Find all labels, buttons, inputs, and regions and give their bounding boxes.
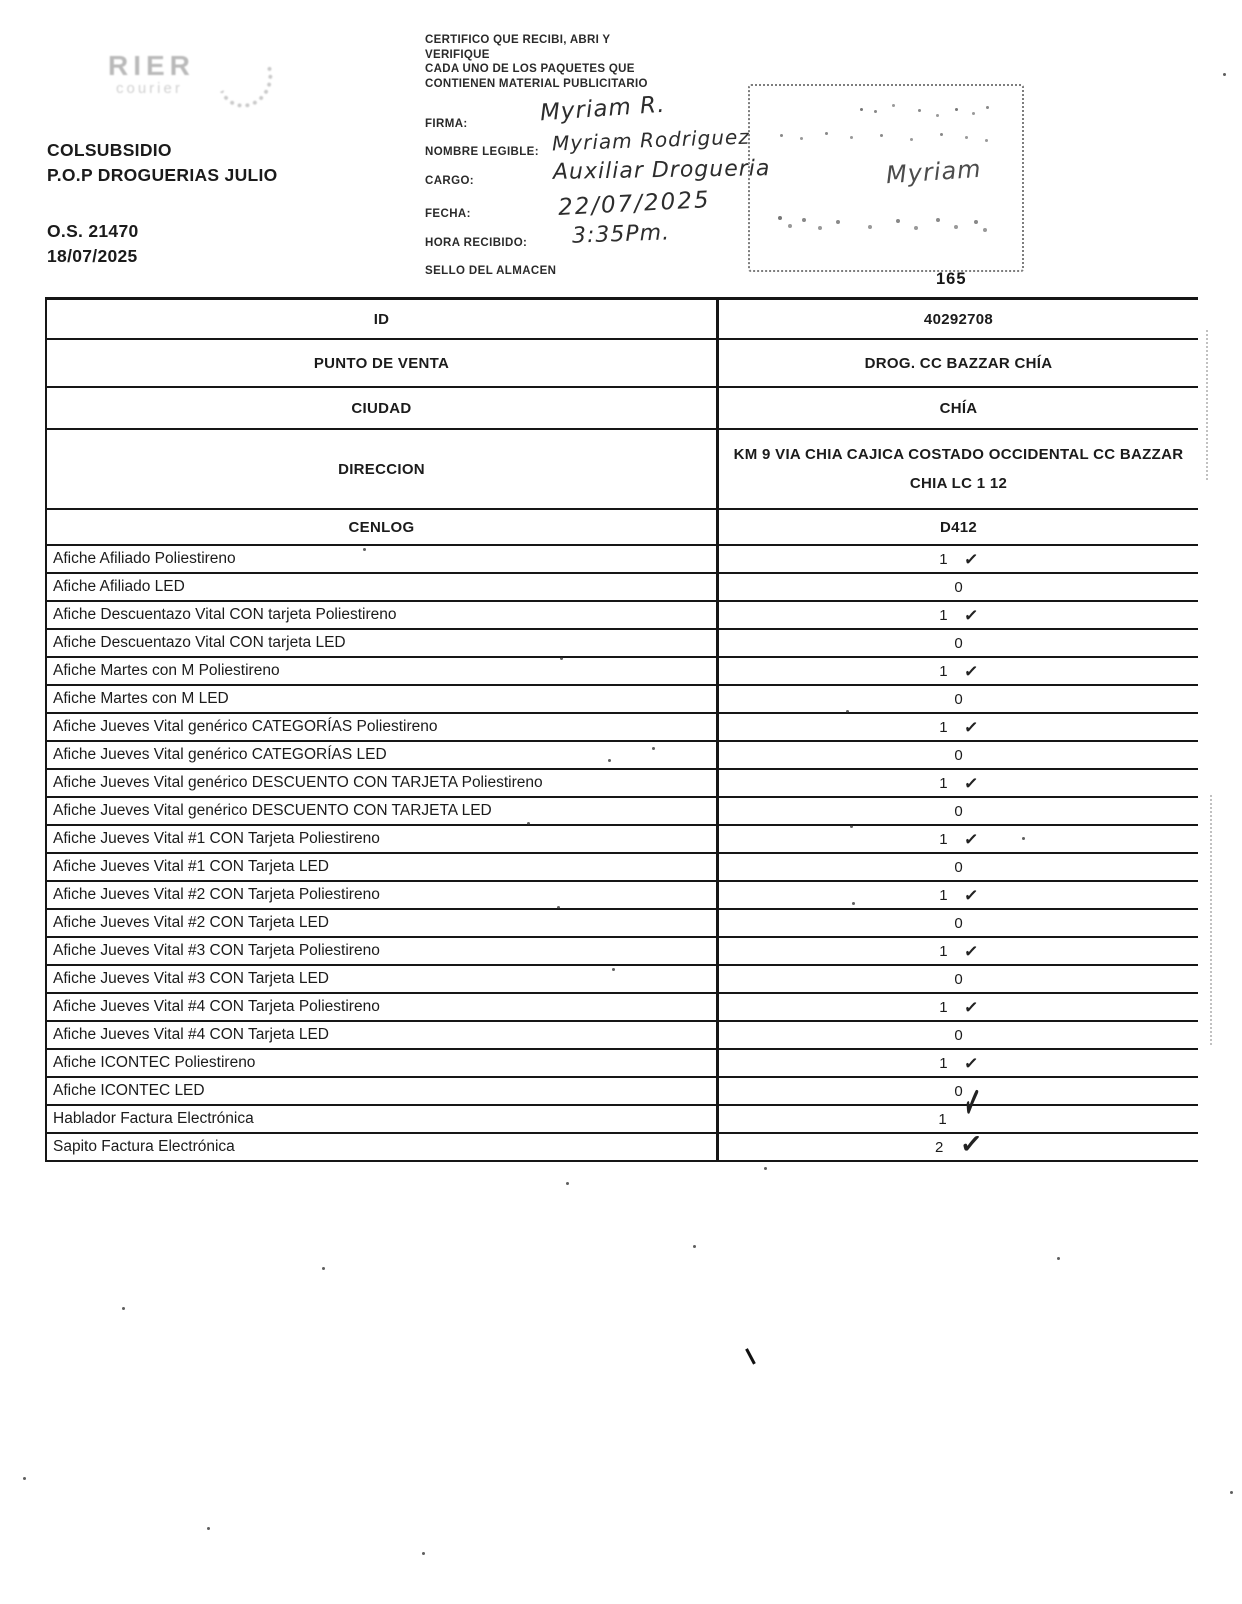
item-row	[47, 854, 1198, 882]
item-row	[47, 798, 1198, 826]
scan-speck	[652, 747, 655, 750]
item-label: Afiche Jueves Vital genérico CATEGORÍAS Poliestireno	[47, 714, 719, 740]
handwritten-check-icon: ✓	[962, 660, 979, 682]
scan-speck	[764, 1167, 767, 1170]
courier-logo-text: RIER	[108, 50, 195, 81]
scan-speck	[850, 825, 853, 828]
item-qty: 0	[954, 858, 963, 876]
courier-logo-subtext: courier	[116, 80, 183, 97]
item-qty: 0	[954, 1082, 963, 1100]
fecha-label: FECHA:	[425, 208, 471, 220]
scan-speck	[612, 968, 615, 971]
item-row	[47, 938, 1198, 966]
item-label: Afiche Jueves Vital #1 CON Tarjeta LED	[47, 854, 719, 880]
info-row-direccion	[47, 430, 1198, 510]
item-qty: 0	[954, 690, 963, 708]
item-row	[47, 1078, 1198, 1106]
item-row	[47, 658, 1198, 686]
item-label: Afiche Jueves Vital genérico CATEGORÍAS LED	[47, 742, 719, 768]
item-qty: 0	[954, 914, 963, 932]
item-qty: 0	[954, 1026, 963, 1044]
fecha-handwriting: 22/07/2025	[557, 187, 712, 221]
item-label: Afiche Descuentazo Vital CON tarjeta LED	[47, 630, 719, 656]
hora-recibido-label: HORA RECIBIDO:	[425, 237, 528, 249]
item-label: Afiche Jueves Vital #2 CON Tarjeta Poliestireno	[47, 882, 719, 908]
scan-speck	[608, 759, 611, 762]
item-row	[47, 966, 1198, 994]
info-value: DROG. CC BAZZAR CHÍA	[864, 354, 1053, 372]
item-qty: 1	[938, 1110, 947, 1128]
item-label: Afiche Jueves Vital genérico DESCUENTO CON TARJETA Poliestireno	[47, 770, 719, 796]
item-row	[47, 1127, 1198, 1162]
item-qty: 1	[939, 998, 948, 1016]
scan-speck	[846, 710, 849, 713]
item-qty: 1	[939, 774, 948, 792]
handwritten-check-icon: ✓	[962, 1075, 982, 1134]
item-label: Afiche Jueves Vital #2 CON Tarjeta LED	[47, 910, 719, 936]
signature-handwriting: Myriam R.	[539, 91, 667, 127]
item-qty: 1	[939, 886, 948, 904]
scan-speck	[852, 902, 855, 905]
stamp-number: 165	[936, 270, 967, 288]
item-row	[47, 770, 1198, 798]
info-value: KM 9 VIA CHIA CAJICA COSTADO OCCIDENTAL CC BAZZAR CHIA LC 1 12	[733, 446, 1184, 492]
item-qty: 1	[939, 718, 948, 736]
company-name: COLSUBSIDIO	[47, 140, 172, 160]
item-label: Afiche ICONTEC Poliestireno	[47, 1050, 719, 1076]
scan-speck	[122, 1307, 125, 1310]
info-value: 40292708	[923, 310, 994, 328]
item-label: Afiche Jueves Vital #3 CON Tarjeta Poliestireno	[47, 938, 719, 964]
item-qty: 0	[954, 802, 963, 820]
handwritten-check-icon: ✓	[962, 604, 979, 626]
scan-speck	[1022, 837, 1025, 840]
info-value: CHÍA	[939, 399, 978, 417]
scan-speck	[322, 1267, 325, 1270]
item-row	[47, 882, 1198, 910]
stamp-signature-handwriting: Myriam	[885, 154, 983, 190]
item-row	[47, 602, 1198, 630]
info-label: ID	[47, 300, 719, 338]
item-row	[47, 994, 1198, 1022]
item-qty: 1	[939, 830, 948, 848]
scan-speck	[23, 1477, 26, 1480]
scan-speck	[557, 906, 560, 909]
scan-speck	[560, 657, 563, 660]
scan-speck	[1057, 1257, 1060, 1260]
item-row	[47, 630, 1198, 658]
firma-label: FIRMA:	[425, 118, 468, 130]
scan-speck	[693, 1245, 696, 1248]
item-qty: 1	[939, 942, 948, 960]
item-label: Afiche Jueves Vital genérico DESCUENTO CON TARJETA LED	[47, 798, 719, 824]
item-row	[47, 1022, 1198, 1050]
certification-statement	[425, 33, 705, 91]
item-qty: 1	[939, 1054, 948, 1072]
item-row	[47, 826, 1198, 854]
certification-statement-line: CERTIFICO QUE RECIBI, ABRI Y	[425, 34, 611, 46]
scan-speck	[422, 1552, 425, 1555]
info-label: CIUDAD	[47, 388, 719, 428]
info-label: PUNTO DE VENTA	[47, 340, 719, 386]
item-row	[47, 714, 1198, 742]
item-qty: 1	[939, 606, 948, 624]
item-label: Afiche Afiliado LED	[47, 574, 719, 600]
handwritten-check-icon: ✓	[959, 1127, 984, 1160]
item-label: Afiche Martes con M Poliestireno	[47, 658, 719, 684]
item-row	[47, 1050, 1198, 1078]
item-qty: 0	[954, 578, 963, 596]
item-label: Afiche Martes con M LED	[47, 686, 719, 712]
info-row-punto-de-venta	[47, 340, 1198, 388]
item-label: Hablador Factura Electrónica	[47, 1106, 719, 1132]
certification-statement-line: CADA UNO DE LOS PAQUETES QUE	[425, 63, 635, 75]
scan-edge-dots	[1206, 330, 1208, 480]
scan-speck	[207, 1527, 210, 1530]
item-label: Afiche Jueves Vital #4 CON Tarjeta Poliestireno	[47, 994, 719, 1020]
handwritten-check-icon: ✓	[962, 884, 979, 906]
item-row	[47, 742, 1198, 770]
item-qty: 1	[939, 662, 948, 680]
item-label: Afiche Jueves Vital #3 CON Tarjeta LED	[47, 966, 719, 992]
handwritten-check-icon: ✓	[962, 548, 979, 570]
item-label: Afiche Descuentazo Vital CON tarjeta Poliestireno	[47, 602, 719, 628]
item-row	[47, 546, 1198, 574]
item-label: Sapito Factura Electrónica	[47, 1134, 719, 1160]
info-row-ciudad	[47, 388, 1198, 430]
info-row-cenlog	[47, 510, 1198, 546]
order-number: O.S. 21470	[47, 221, 139, 241]
courier-logo	[68, 42, 268, 112]
item-qty: 2	[935, 1138, 944, 1156]
item-qty: 0	[954, 746, 963, 764]
scan-speck	[566, 1182, 569, 1185]
item-label: Afiche ICONTEC LED	[47, 1078, 719, 1104]
certification-statement-line: VERIFIQUE	[425, 48, 490, 61]
scan-speck	[363, 548, 366, 551]
hora-handwriting: 3:35Pm.	[571, 220, 671, 249]
item-label: Afiche Jueves Vital #1 CON Tarjeta Poliestireno	[47, 826, 719, 852]
handwritten-check-icon: ✓	[962, 828, 979, 850]
scan-speck	[527, 822, 530, 825]
pos-info-table	[45, 297, 1198, 1162]
handwritten-check-icon: ✓	[962, 1052, 979, 1074]
item-label: Afiche Afiliado Poliestireno	[47, 546, 719, 572]
handwritten-check-icon: ✓	[962, 716, 979, 738]
scan-edge-dots	[1210, 795, 1212, 1045]
stamp-ink-smudge	[780, 134, 783, 137]
info-value: D412	[939, 518, 978, 536]
nombre-legible-label: NOMBRE LEGIBLE:	[425, 146, 539, 158]
cargo-label: CARGO:	[425, 175, 475, 187]
handwritten-check-icon: ✓	[962, 772, 979, 794]
legible-name-handwriting: Myriam Rodriguez	[551, 124, 751, 156]
pen-stroke-mark	[745, 1348, 755, 1364]
item-row	[47, 574, 1198, 602]
cargo-handwriting: Auxiliar Drogueria	[552, 156, 771, 185]
info-label: DIRECCION	[47, 430, 719, 508]
order-date: 18/07/2025	[47, 246, 138, 266]
certification-statement-line: CONTIENEN MATERIAL PUBLICITARIO	[425, 77, 648, 90]
handwritten-check-icon: ✓	[962, 996, 979, 1018]
handwritten-check-icon: ✓	[962, 940, 979, 962]
scan-speck	[1230, 1491, 1233, 1494]
item-qty: 1	[939, 550, 948, 568]
stamp-ink-smudge	[860, 108, 863, 111]
sello-almacen-label: SELLO DEL ALMACEN	[425, 265, 557, 277]
item-row	[47, 686, 1198, 714]
stamp-ink-smudge	[778, 216, 782, 220]
item-qty: 0	[954, 634, 963, 652]
item-row	[47, 910, 1198, 938]
item-label: Afiche Jueves Vital #4 CON Tarjeta LED	[47, 1022, 719, 1048]
scan-speck	[1223, 73, 1226, 76]
info-label: CENLOG	[47, 510, 719, 544]
program-title: P.O.P DROGUERIAS JULIO	[47, 165, 278, 185]
info-row-id	[47, 300, 1198, 340]
courier-logo-swoosh-icon	[209, 41, 280, 116]
item-qty: 0	[954, 970, 963, 988]
